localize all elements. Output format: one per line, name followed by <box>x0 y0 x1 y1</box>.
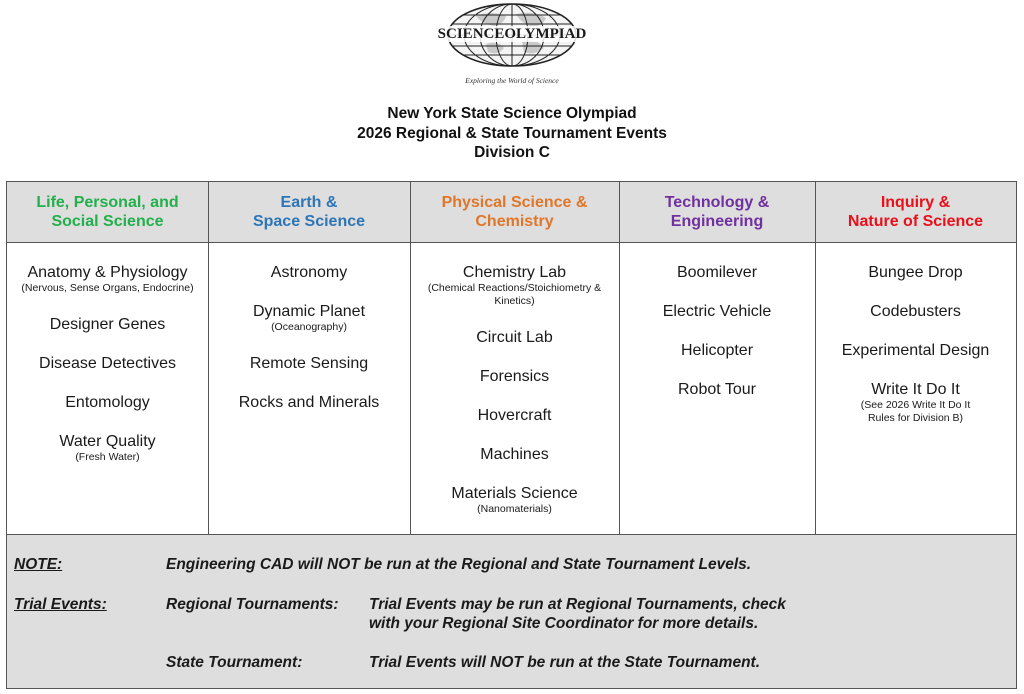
event-name: Remote Sensing <box>249 355 369 372</box>
event-electric-vehicle <box>619 302 815 321</box>
header-line: Nature of Science <box>847 213 984 230</box>
event-designer-genes <box>7 315 208 334</box>
event-name: Write It Do It <box>871 381 960 398</box>
event-subtitle: Kinetics) <box>494 294 535 307</box>
logo-tagline: Exploring the World of Science <box>465 76 559 85</box>
title-division: Division C <box>474 144 550 161</box>
event-water-quality <box>7 432 208 464</box>
column-life-personal-social-science <box>7 243 208 534</box>
regional-trial-events-text-line1: Trial Events may be run at Regional Tournaments, check <box>369 596 786 613</box>
event-remote-sensing <box>208 354 410 373</box>
event-disease-detectives <box>7 354 208 373</box>
event-name: Robot Tour <box>678 381 756 398</box>
header-physical-science-chemistry <box>410 182 619 242</box>
event-helicopter <box>619 341 815 360</box>
event-anatomy-physiology <box>7 263 208 295</box>
event-machines <box>410 445 619 464</box>
event-bungee-drop <box>815 263 1016 282</box>
event-name: Codebusters <box>870 303 961 320</box>
event-name: Chemistry Lab <box>462 264 567 281</box>
event-dynamic-planet <box>208 302 410 334</box>
event-subtitle: (Oceanography) <box>271 321 347 333</box>
event-materials-science <box>410 484 619 516</box>
event-subtitle: (Fresh Water) <box>75 451 140 463</box>
event-subtitle: (Nanomaterials) <box>477 503 552 515</box>
event-name: Helicopter <box>680 342 754 359</box>
header-line: Life, Personal, and <box>36 194 179 211</box>
logo-wordmark: SCIENCEOLYMPIAD <box>437 26 587 42</box>
column-earth-space-science <box>208 243 410 534</box>
header-inquiry-nature-of-science <box>815 182 1016 242</box>
event-name: Materials Science <box>451 485 578 502</box>
event-subtitle: (Nervous, Sense Organs, Endocrine) <box>21 282 194 294</box>
event-rocks-and-minerals <box>208 393 410 412</box>
header-technology-engineering <box>619 182 815 242</box>
event-circuit-lab <box>410 328 619 347</box>
header-line: Engineering <box>670 213 764 230</box>
header-line: Space Science <box>252 213 366 230</box>
header-line: Social Science <box>51 213 164 230</box>
event-write-it-do-it <box>815 380 1016 424</box>
title-org: New York State Science Olympiad <box>387 105 637 122</box>
event-name: Rocks and Minerals <box>238 394 380 411</box>
event-chemistry-lab <box>410 263 619 307</box>
notes-section <box>7 534 1016 688</box>
event-subtitle: Rules for Division B) <box>867 411 964 424</box>
event-name: Boomilever <box>676 264 758 281</box>
header-earth-space-science <box>208 182 410 242</box>
event-astronomy <box>208 263 410 282</box>
event-hovercraft <box>410 406 619 425</box>
header-line: Chemistry <box>475 213 554 230</box>
event-forensics <box>410 367 619 386</box>
event-experimental-design <box>815 341 1016 360</box>
event-name: Anatomy & Physiology <box>27 264 188 281</box>
state-tournament-label: State Tournament: <box>166 654 303 671</box>
document-title-block <box>0 104 1024 163</box>
column-physical-science-chemistry <box>410 243 619 534</box>
event-name: Machines <box>480 446 549 463</box>
state-trial-events-text: Trial Events will NOT be run at the State Tournament. <box>369 654 761 671</box>
header-line: Inquiry & <box>880 194 951 211</box>
event-subtitle: (See 2026 Write It Do It <box>860 399 971 411</box>
event-name: Designer Genes <box>49 316 166 333</box>
event-name: Forensics <box>479 368 550 385</box>
event-name: Bungee Drop <box>868 264 963 281</box>
regional-tournaments-label: Regional Tournaments: <box>166 596 339 613</box>
event-name: Dynamic Planet <box>252 303 366 320</box>
event-entomology <box>7 393 208 412</box>
events-table <box>6 181 1017 689</box>
note-label: NOTE: <box>14 556 63 573</box>
event-robot-tour <box>619 380 815 399</box>
event-name: Astronomy <box>270 264 348 281</box>
science-olympiad-logo <box>432 2 592 88</box>
event-name: Water Quality <box>59 433 156 450</box>
event-boomilever <box>619 263 815 282</box>
header-line: Technology & <box>664 194 770 211</box>
header-life-personal-social-science <box>7 182 208 242</box>
event-subtitle: (Chemical Reactions/Stoichiometry & <box>427 282 602 294</box>
header-line: Earth & <box>280 194 338 211</box>
header-line: Physical Science & <box>441 194 588 211</box>
event-name: Entomology <box>65 394 150 411</box>
column-technology-engineering <box>619 243 815 534</box>
event-name: Circuit Lab <box>476 329 553 346</box>
regional-trial-events-text-line2: with your Regional Site Coordinator for more details. <box>369 615 759 632</box>
title-events: 2026 Regional & State Tournament Events <box>357 124 667 142</box>
event-codebusters <box>815 302 1016 321</box>
column-inquiry-nature-of-science <box>815 243 1016 534</box>
note-engineering-cad: Engineering CAD will NOT be run at the Regional and State Tournament Levels. <box>166 556 752 573</box>
event-name: Hovercraft <box>477 407 552 424</box>
trial-events-label: Trial Events: <box>14 596 107 613</box>
event-name: Experimental Design <box>841 342 990 359</box>
event-name: Disease Detectives <box>39 355 176 372</box>
event-name: Electric Vehicle <box>662 303 772 320</box>
